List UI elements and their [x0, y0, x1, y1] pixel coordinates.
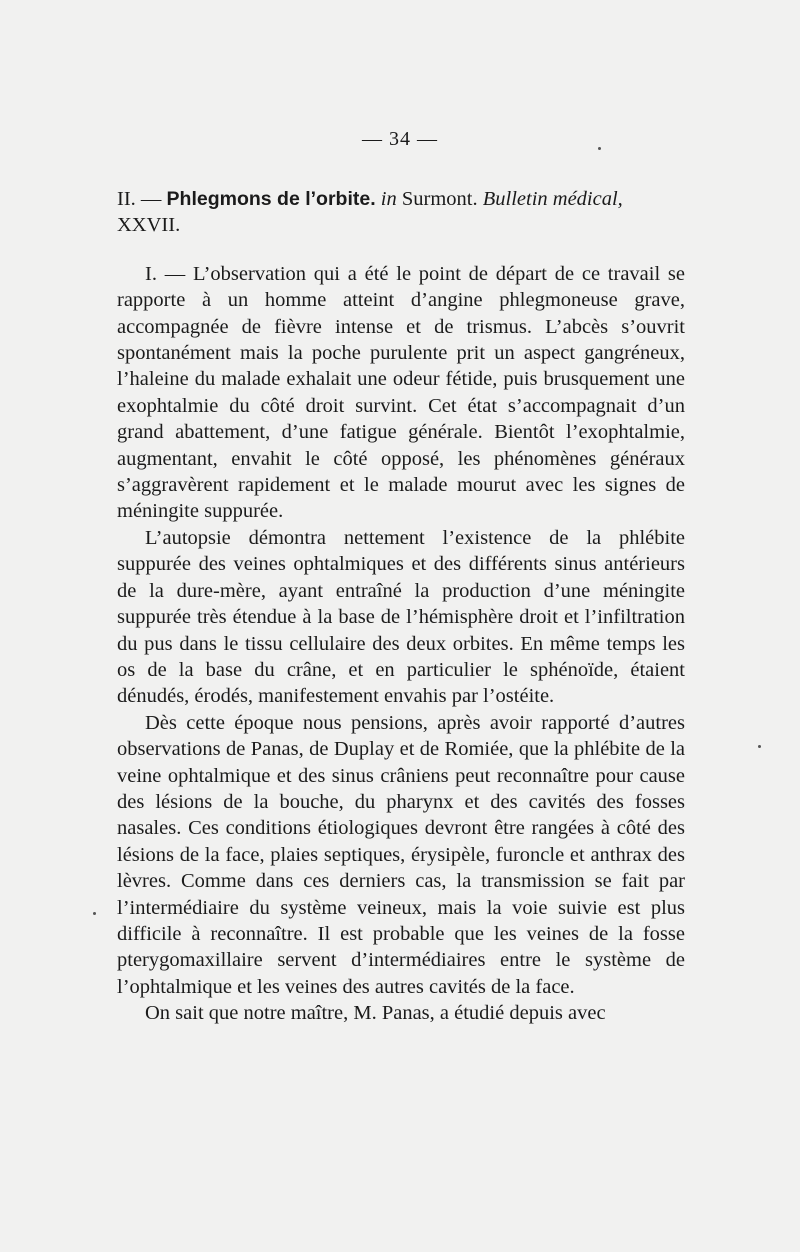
body-text: [117, 186, 685, 1027]
entry-in-word: in: [380, 188, 397, 210]
entry-volume: XXVII.: [117, 214, 181, 237]
entry-numeral: II. —: [117, 188, 162, 210]
paragraph-continuation: On sait que notre maître, M. Panas, a étudié depuis avec: [145, 1002, 606, 1025]
entry-journal: Bulletin médical,: [482, 188, 623, 210]
page-number: — 34 —: [362, 128, 438, 150]
paragraph-autopsy: L’autopsie démontra nettement l’existence de la phlébite suppurée des veines ophtalmiques et des différents sinus antérieurs de la dure-mère, ayant entraîné la production d’une méningite suppurée très étendue à la base de l’hémisphère droit et l’infiltration du pus dans le tissu cellulaire des deux orbites. En même temps les os de la base du crâne, et en particulier le sphénoïde, étaient dénudés, érodés, manifestement envahis par l’ostéite.: [117, 526, 685, 708]
entry-author: Surmont.: [401, 188, 478, 210]
speck-mark: [93, 912, 96, 915]
entry-title: Phlegmons de l’orbite.: [166, 188, 376, 210]
paragraph-observation: I. — L’observation qui a été le point de départ de ce travail se rapporte à un homme atteint d’angine phlegmoneuse grave, accompagnée de fièvre intense et de trismus. L’abcès s’ouvrit spontanément mais la poche purulente prit un aspect gangréneux, l’haleine du malade exhalait une odeur fétide, puis brusquement une exophtalmie du côté droit survint. Cet état s’accompagnait d’un grand abattement, d’une fatigue générale. Bientôt l’exophtalmie, augmentant, envahit le côté opposé, les phénomènes généraux s’aggravèrent rapidement et le malade mourut avec les signes de méningite suppurée.: [117, 262, 685, 523]
speck-mark: [598, 147, 601, 150]
speck-mark: [758, 745, 761, 748]
bibliography-entry: [117, 186, 685, 239]
paragraph-discussion: Dès cette époque nous pensions, après avoir rapporté d’autres observations de Panas, de Duplay et de Romiée, que la phlébite de la veine ophtalmique et des sinus crâniens peut reconnaître pour cause des lésions de la bouche, du pharynx et des cavités des fosses nasales. Ces conditions étiologiques devront être rangées à côté des lésions de la face, plaies septiques, érysipèle, furoncle et anthrax des lèvres. Comme dans ces derniers cas, la transmission se fait par l’intermédiaire du système veineux, mais la voie suivie est plus difficile à reconnaître. Il est probable que les veines de la fosse pterygomaxillaire servent d’intermédiaires entre le système de l’ophtalmique et les veines des autres cavités de la face.: [117, 711, 685, 998]
